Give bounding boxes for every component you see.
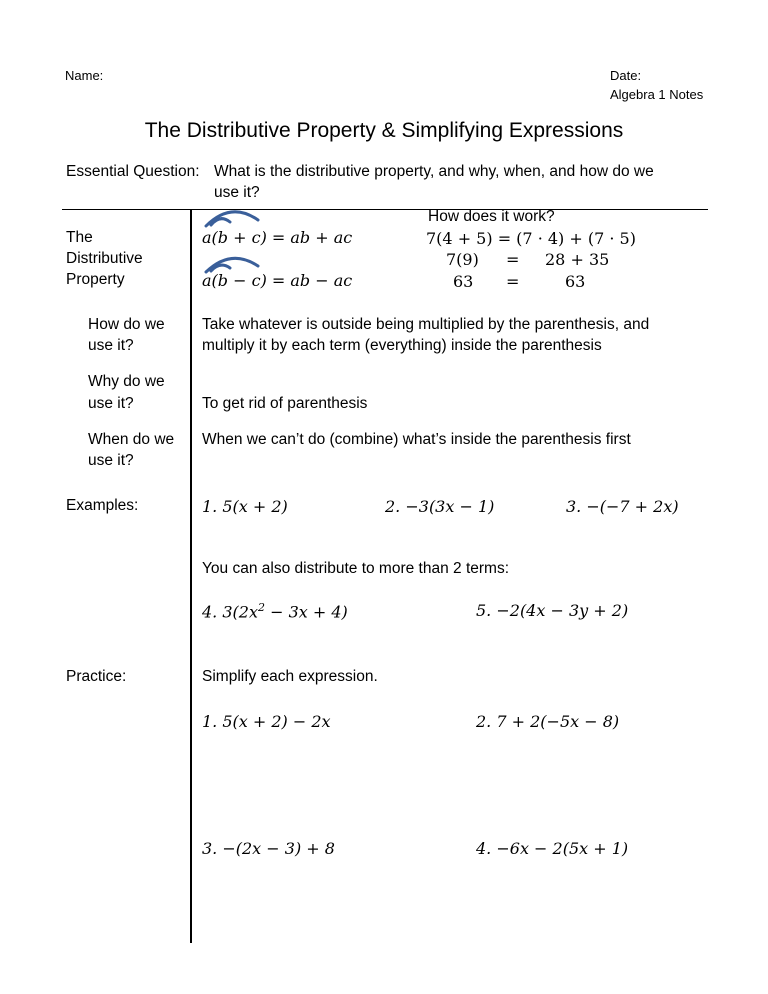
property-label-line3: Property [66,271,125,288]
essential-question-label: Essential Question: [66,163,200,180]
how-text-line1: Take whatever is outside being multiplied by the parenthesis, and [202,316,650,333]
formula-addition: a(b + c) = ab + ac [202,228,353,247]
when-label-line2: use it? [88,452,134,469]
property-label-line1: The [66,229,93,246]
property-label-line2: Distributive [66,250,143,267]
work-line2-left: 7(9) [446,250,479,269]
practice-instruction: Simplify each expression. [202,668,378,685]
name-label: Name: [65,68,104,83]
course-label: Algebra 1 Notes [610,87,704,102]
example-1: 1. 5(x + 2) [202,497,288,516]
example-3: 3. −(−7 + 2x) [566,497,679,516]
date-label: Date: [610,68,642,83]
how-label-line2: use it? [88,337,134,354]
practice-1: 1. 5(x + 2) − 2x [202,712,331,731]
why-label-line1: Why do we [88,373,165,390]
how-does-it-work-heading: How does it work? [428,208,555,225]
example-4: 4. $3(2x^2 - 3x + 4)$ [202,601,348,622]
more-terms-note: You can also distribute to more than 2 terms: [202,560,510,577]
when-text: When we can’t do (combine) what’s inside the parenthesis first [202,431,631,448]
examples-label: Examples: [66,497,139,514]
work-line2-eq: = [506,250,520,269]
practice-label: Practice: [66,668,127,685]
when-label-line1: When do we [88,431,175,448]
practice-3: 3. −(2x − 3) + 8 [202,839,335,858]
essential-question-line2: use it? [214,184,260,201]
work-line1: 7(4 + 5) = (7 · 4) + (7 · 5) [426,229,636,248]
work-line2-right: 28 + 35 [545,250,610,269]
how-text-line2: multiply it by each term (everything) inside the parenthesis [202,337,602,354]
formula-subtraction: a(b − c) = ab − ac [202,271,353,290]
example-2: 2. −3(3x − 1) [385,497,495,516]
why-text: To get rid of parenthesis [202,395,368,412]
how-label-line1: How do we [88,316,165,333]
work-line3-right: 63 [565,272,586,291]
work-line3-left: 63 [453,272,474,291]
practice-2: 2. 7 + 2(−5x − 8) [476,712,620,731]
why-label-line2: use it? [88,395,134,412]
practice-4: 4. −6x − 2(5x + 1) [476,839,629,858]
essential-question-line1: What is the distributive property, and why, when, and how do we [214,163,654,180]
page-title: The Distributive Property & Simplifying Expressions [144,119,624,142]
example-5: 5. −2(4x − 3y + 2) [476,601,629,620]
work-line3-eq: = [506,272,520,291]
